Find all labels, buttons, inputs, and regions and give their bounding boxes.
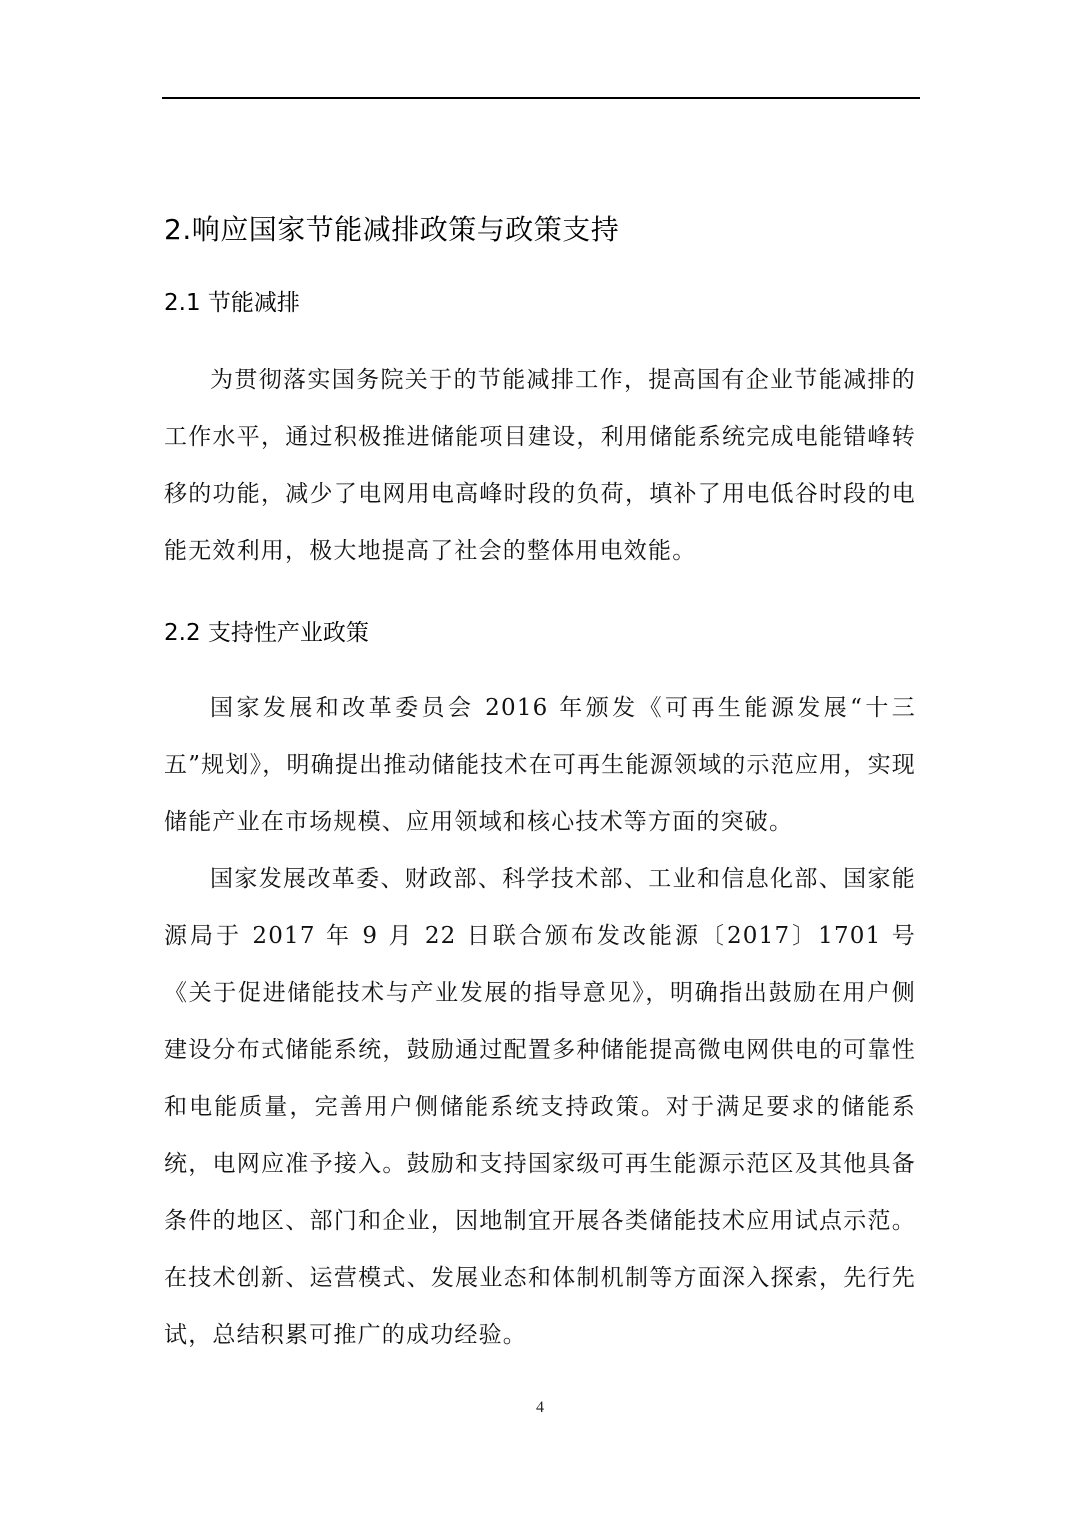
paragraph-energy-saving: 为贯彻落实国务院关于的节能减排工作，提高国有企业节能减排的工作水平，通过积极推进储能项目建设，利用储能系统完成电能错峰转移的功能，减少了电网用电高峰时段的负荷，填补了用电低谷时段的电能无效利用，极大地提高了社会的整体用电效能。	[164, 367, 916, 564]
subsection-heading-2-2: 2.2 支持性产业政策	[164, 620, 369, 646]
paragraph-policy-2016: 国家发展和改革委员会 2016 年颁发《可再生能源发展“十三五”规划》，明确提出推动储能技术在可再生能源领域的示范应用，实现储能产业在市场规模、应用领域和核心技术等方面的突破。	[164, 695, 916, 835]
header-rule	[162, 97, 920, 99]
page-number: 4	[536, 1399, 544, 1416]
subsection-heading-2-1: 2.1 节能减排	[164, 290, 300, 316]
section-heading: 2.响应国家节能减排政策与政策支持	[164, 213, 620, 246]
paragraph-policy-2017: 国家发展改革委、财政部、科学技术部、工业和信息化部、国家能源局于 2017 年 9 月 22 日联合颁布发改能源〔2017〕1701 号《关于促进储能技术与产业发展的指导意见》，明确指出鼓励在用户侧建设分布式储能系统，鼓励通过配置多种储能提高微电网供电的可靠性和电能质量，完善用户侧储能系统支持政策。对于满足要求的储能系统，电网应准予接入。鼓励和支持国家级可再生能源示范区及其他具备条件的地区、部门和企业，因地制宜开展各类储能技术应用试点示范。在技术创新、运营模式、发展业态和体制机制等方面深入探索，先行先试，总结积累可推广的成功经验。	[164, 866, 916, 1348]
document-body	[164, 200, 916, 1364]
